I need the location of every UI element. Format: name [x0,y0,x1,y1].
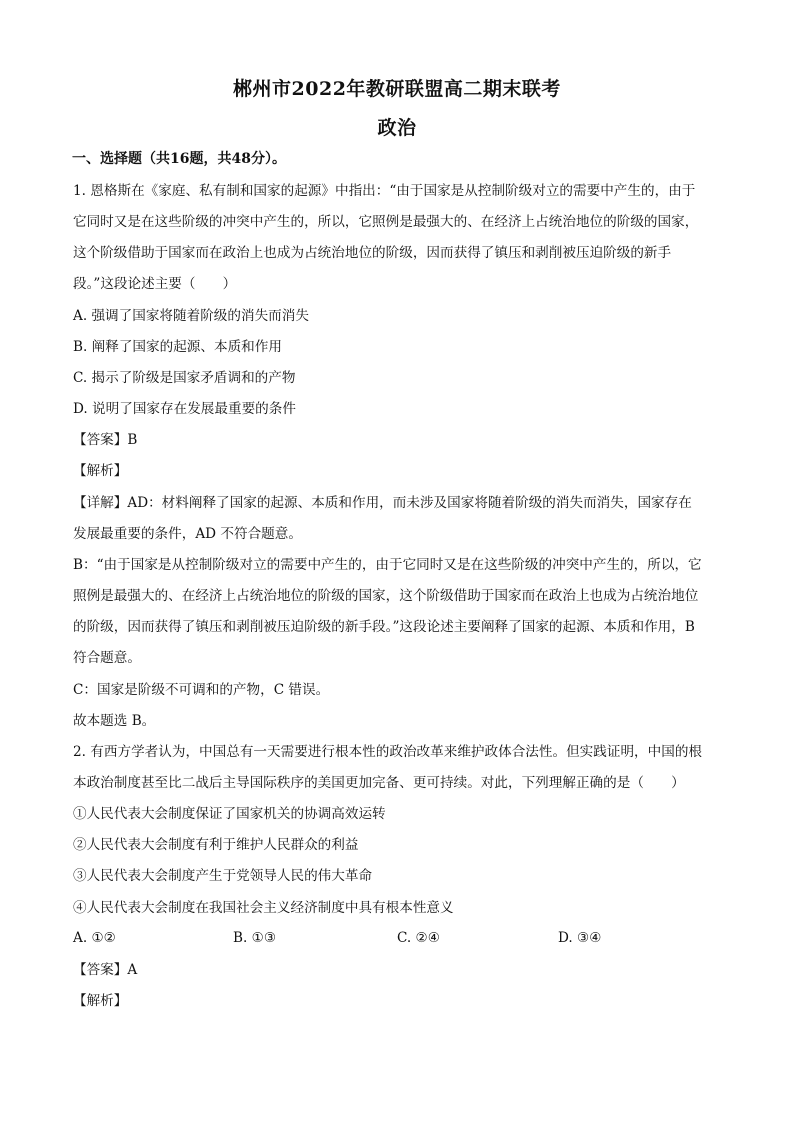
q1-answer: 【答案】B [73,432,138,448]
q1-analysis-line: 故本题选 B。 [73,713,156,729]
q1-option-c: C. 揭示了阶级是国家矛盾调和的产物 [73,370,296,386]
q1-option-b: B. 阐释了国家的起源、本质和作用 [73,339,282,355]
section-heading: 一、选择题（共16题，共48分）。 [72,151,286,167]
q2-stem-line: 本政治制度甚至比二战后主导国际秩序的美国更加完备、更可持续。对此，下列理解正确的是（ ） [73,775,685,791]
q2-stem-line: 2. 有西方学者认为，中国总有一天需要进行根本性的政治改革来维护政体合法性。但实践证明，中国的根 [73,744,703,760]
q1-analysis-line: B：“由于国家是从控制阶级对立的需要中产生的，由于它同时又是在这些阶级的冲突中产生的，所以，它 [73,557,702,573]
q1-analysis-line: C：国家是阶级不可调和的产物，C 错误。 [73,682,330,698]
q2-option-b: B. ①③ [233,930,277,946]
q2-statement-2: ②人民代表大会制度有利于维护人民群众的利益 [73,837,359,853]
q2-option-a: A. ①② [73,930,116,946]
q2-option-c: C. ②④ [397,930,440,946]
q2-statement-3: ③人民代表大会制度产生于党领导人民的伟大革命 [73,868,373,884]
q1-analysis-line: 【详解】AD：材料阐释了国家的起源、本质和作用，而未涉及国家将随着阶级的消失而消失，国家存在 [73,495,692,511]
q1-option-a: A. 强调了国家将随着阶级的消失而消失 [73,308,309,324]
q2-statement-1: ①人民代表大会制度保证了国家机关的协调高效运转 [73,806,386,822]
q2-option-d: D. ③④ [558,930,602,946]
q1-analysis-label: 【解析】 [73,463,128,479]
q1-analysis-line: 符合题意。 [73,650,141,666]
q2-analysis-label: 【解析】 [73,993,128,1009]
q1-stem-line: 段。”这段论述主要（ ） [73,276,237,292]
q1-stem-line: 它同时又是在这些阶级的冲突中产生的，所以，它照例是最强大的、在经济上占统治地位的阶级的国家， [73,214,699,230]
subject-title: 政治 [377,117,417,139]
exam-title: 郴州市2022年教研联盟高二期末联考 [233,78,561,100]
q1-analysis-line: 的阶级，因而获得了镇压和剥削被压迫阶级的新手段。”这段论述主要阐释了国家的起源、本质和作用，B [73,619,695,635]
q1-stem-line: 1. 恩格斯在《家庭、私有制和国家的起源》中指出：“由于国家是从控制阶级对立的需要中产生的，由于 [73,183,696,199]
q1-analysis-line: 照例是最强大的、在经济上占统治地位的阶级的国家，这个阶级借助于国家而在政治上也成为占统治地位 [73,588,699,604]
q1-stem-line: 这个阶级借助于国家而在政治上也成为占统治地位的阶级，因而获得了镇压和剥削被压迫阶级的新手 [73,245,672,261]
q1-option-d: D. 说明了国家存在发展最重要的条件 [73,401,296,417]
q1-analysis-line: 发展最重要的条件，AD 不符合题意。 [73,526,302,542]
q2-statement-4: ④人民代表大会制度在我国社会主义经济制度中具有根本性意义 [73,900,454,916]
q2-answer: 【答案】A [73,962,138,978]
